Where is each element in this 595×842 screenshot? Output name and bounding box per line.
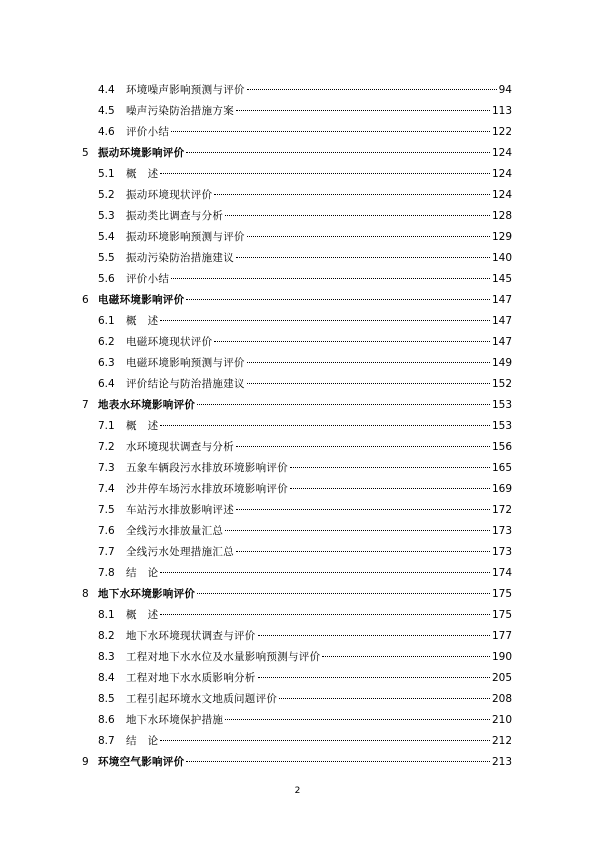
- toc-entry-page: 147: [491, 315, 512, 327]
- toc-entry-title: 噪声污染防治措施方案: [126, 105, 234, 117]
- toc-dot-leader: [290, 467, 490, 468]
- toc-entry-title: 工程对地下水水质影响分析: [126, 672, 256, 684]
- toc-entry: [126, 689, 512, 710]
- toc-entry: [126, 248, 512, 269]
- toc-entry: [98, 395, 512, 416]
- toc-entry-number: 5: [82, 147, 89, 159]
- toc-chapter-row[interactable]: [0, 143, 595, 164]
- toc-section-row[interactable]: [0, 122, 595, 143]
- toc-entry: [126, 332, 512, 353]
- toc-entry-page: 172: [491, 504, 512, 516]
- toc-entry-title: 结 论: [126, 735, 159, 747]
- toc-entry-page: 210: [491, 714, 512, 726]
- toc-dot-leader: [186, 761, 490, 762]
- toc-chapter-row[interactable]: [0, 584, 595, 605]
- toc-entry-number: 8.7: [98, 735, 115, 747]
- toc-dot-leader: [160, 320, 490, 321]
- toc-entry-title: 车站污水排放影响评述: [126, 504, 234, 516]
- toc-section-row[interactable]: [0, 80, 595, 101]
- toc-entry: [126, 731, 512, 752]
- toc-section-row[interactable]: [0, 164, 595, 185]
- toc-entry: [126, 416, 512, 437]
- toc-entry-number: 7.8: [98, 567, 115, 579]
- toc-entry-title: 地下水环境保护措施: [126, 714, 224, 726]
- toc-entry-page: 94: [498, 84, 512, 96]
- toc-entry-page: 190: [491, 651, 512, 663]
- toc-dot-leader: [236, 446, 490, 447]
- toc-entry: [126, 269, 512, 290]
- toc-entry-number: 5.6: [98, 273, 115, 285]
- toc-entry-number: 4.6: [98, 126, 115, 138]
- toc-entry-page: 147: [491, 294, 512, 306]
- toc-entry: [126, 479, 512, 500]
- toc-section-row[interactable]: [0, 500, 595, 521]
- toc-section-row[interactable]: [0, 563, 595, 584]
- toc-entry-number: 8.1: [98, 609, 115, 621]
- toc-entry-page: 149: [491, 357, 512, 369]
- toc-entry-number: 6: [82, 294, 89, 306]
- toc-entry: [98, 290, 512, 311]
- toc-entry-number: 6.2: [98, 336, 115, 348]
- toc-section-row[interactable]: [0, 458, 595, 479]
- toc-entry-page: 173: [491, 546, 512, 558]
- toc-entry-number: 4.5: [98, 105, 115, 117]
- toc-dot-leader: [160, 425, 490, 426]
- toc-section-row[interactable]: [0, 185, 595, 206]
- toc-section-row[interactable]: [0, 689, 595, 710]
- toc-entry-title: 五象车辆段污水排放环境影响评价: [126, 462, 288, 474]
- toc-entry-page: 140: [491, 252, 512, 264]
- toc-section-row[interactable]: [0, 416, 595, 437]
- toc-entry: [126, 668, 512, 689]
- toc-entry: [98, 584, 512, 605]
- table-of-contents: [0, 80, 595, 773]
- page-number: 2: [294, 786, 301, 796]
- toc-entry-number: 8.3: [98, 651, 115, 663]
- toc-section-row[interactable]: [0, 521, 595, 542]
- toc-entry-page: 213: [491, 756, 512, 768]
- toc-section-row[interactable]: [0, 647, 595, 668]
- toc-dot-leader: [279, 698, 490, 699]
- toc-entry: [98, 752, 512, 773]
- toc-entry-page: 128: [491, 210, 512, 222]
- toc-entry-title: 电磁环境影响预测与评价: [126, 357, 245, 369]
- toc-dot-leader: [236, 551, 490, 552]
- toc-dot-leader: [247, 362, 490, 363]
- toc-entry-number: 6.1: [98, 315, 115, 327]
- toc-entry-page: 113: [491, 105, 512, 117]
- toc-dot-leader: [258, 677, 490, 678]
- toc-entry-page: 124: [491, 168, 512, 180]
- toc-entry: [126, 206, 512, 227]
- toc-chapter-row[interactable]: [0, 752, 595, 773]
- toc-dot-leader: [214, 341, 490, 342]
- toc-entry: [126, 353, 512, 374]
- toc-dot-leader: [160, 173, 490, 174]
- toc-dot-leader: [247, 383, 490, 384]
- toc-dot-leader: [322, 656, 490, 657]
- toc-entry: [126, 185, 512, 206]
- toc-entry-title: 水环境现状调查与分析: [126, 441, 234, 453]
- toc-entry-page: 152: [491, 378, 512, 390]
- toc-entry-number: 8.2: [98, 630, 115, 642]
- toc-entry-title: 概 述: [126, 168, 159, 180]
- toc-dot-leader: [186, 152, 490, 153]
- toc-dot-leader: [160, 740, 490, 741]
- toc-entry-number: 5.1: [98, 168, 115, 180]
- toc-entry-number: 8.6: [98, 714, 115, 726]
- toc-entry-number: 5.2: [98, 189, 115, 201]
- toc-dot-leader: [186, 299, 490, 300]
- toc-entry: [126, 500, 512, 521]
- toc-entry-page: 145: [491, 273, 512, 285]
- toc-dot-leader: [197, 593, 490, 594]
- toc-dot-leader: [160, 572, 490, 573]
- toc-entry-number: 5.5: [98, 252, 115, 264]
- toc-section-row[interactable]: [0, 269, 595, 290]
- toc-chapter-row[interactable]: [0, 395, 595, 416]
- toc-entry-page: 205: [491, 672, 512, 684]
- toc-entry-title: 全线污水处理措施汇总: [126, 546, 234, 558]
- toc-section-row[interactable]: [0, 605, 595, 626]
- toc-dot-leader: [225, 215, 490, 216]
- toc-dot-leader: [225, 719, 490, 720]
- toc-entry-title: 工程对地下水水位及水量影响预测与评价: [126, 651, 321, 663]
- toc-section-row[interactable]: [0, 479, 595, 500]
- toc-entry: [126, 563, 512, 584]
- toc-entry-number: 6.3: [98, 357, 115, 369]
- toc-dot-leader: [160, 614, 490, 615]
- toc-entry-title: 地下水环境现状调查与评价: [126, 630, 256, 642]
- toc-dot-leader: [197, 404, 490, 405]
- toc-entry-page: 122: [491, 126, 512, 138]
- toc-entry-title: 振动类比调查与分析: [126, 210, 224, 222]
- toc-section-row[interactable]: [0, 542, 595, 563]
- toc-entry-page: 173: [491, 525, 512, 537]
- toc-dot-leader: [236, 509, 490, 510]
- toc-entry-page: 208: [491, 693, 512, 705]
- toc-section-row[interactable]: [0, 731, 595, 752]
- toc-dot-leader: [171, 131, 490, 132]
- toc-section-row[interactable]: [0, 206, 595, 227]
- toc-entry-title: 振动环境影响预测与评价: [126, 231, 245, 243]
- toc-entry-title: 概 述: [126, 315, 159, 327]
- toc-entry-title: 振动环境影响评价: [98, 147, 185, 159]
- toc-entry-number: 7.2: [98, 441, 115, 453]
- toc-entry-number: 7.3: [98, 462, 115, 474]
- toc-entry: [126, 80, 512, 101]
- toc-section-row[interactable]: [0, 668, 595, 689]
- toc-section-row[interactable]: [0, 353, 595, 374]
- toc-entry-page: 147: [491, 336, 512, 348]
- toc-entry-number: 5.4: [98, 231, 115, 243]
- toc-entry: [126, 626, 512, 647]
- toc-entry-page: 174: [491, 567, 512, 579]
- toc-entry-page: 175: [491, 588, 512, 600]
- toc-section-row[interactable]: [0, 311, 595, 332]
- toc-dot-leader: [247, 236, 490, 237]
- toc-entry-number: 5.3: [98, 210, 115, 222]
- toc-entry-page: 124: [491, 147, 512, 159]
- toc-entry-title: 评价小结: [126, 126, 170, 138]
- toc-entry-number: 7.7: [98, 546, 115, 558]
- toc-entry-number: 8.4: [98, 672, 115, 684]
- toc-entry-page: 156: [491, 441, 512, 453]
- toc-dot-leader: [290, 488, 490, 489]
- toc-entry: [126, 605, 512, 626]
- toc-entry: [126, 101, 512, 122]
- toc-entry-title: 沙井停车场污水排放环境影响评价: [126, 483, 288, 495]
- toc-entry-title: 评价小结: [126, 273, 170, 285]
- toc-entry: [126, 647, 512, 668]
- toc-dot-leader: [214, 194, 490, 195]
- toc-entry-title: 地表水环境影响评价: [98, 399, 196, 411]
- toc-entry: [126, 542, 512, 563]
- toc-entry: [126, 521, 512, 542]
- toc-entry-page: 153: [491, 399, 512, 411]
- toc-entry-number: 7.5: [98, 504, 115, 516]
- toc-entry-number: 7.1: [98, 420, 115, 432]
- toc-entry-page: 169: [491, 483, 512, 495]
- toc-entry-number: 8: [82, 588, 89, 600]
- toc-dot-leader: [236, 257, 490, 258]
- toc-entry-page: 129: [491, 231, 512, 243]
- toc-entry: [126, 164, 512, 185]
- toc-entry-number: 8.5: [98, 693, 115, 705]
- toc-entry: [126, 437, 512, 458]
- toc-section-row[interactable]: [0, 101, 595, 122]
- toc-entry-page: 177: [491, 630, 512, 642]
- toc-entry-number: 7: [82, 399, 89, 411]
- toc-entry: [126, 122, 512, 143]
- toc-dot-leader: [258, 635, 490, 636]
- toc-entry-number: 4.4: [98, 84, 115, 96]
- toc-entry-title: 环境空气影响评价: [98, 756, 185, 768]
- toc-dot-leader: [247, 89, 497, 90]
- toc-section-row[interactable]: [0, 437, 595, 458]
- toc-entry-title: 电磁环境影响评价: [98, 294, 185, 306]
- toc-entry-title: 电磁环境现状评价: [126, 336, 213, 348]
- toc-entry-title: 概 述: [126, 420, 159, 432]
- toc-entry-number: 7.4: [98, 483, 115, 495]
- toc-entry-title: 全线污水排放量汇总: [126, 525, 224, 537]
- toc-dot-leader: [236, 110, 490, 111]
- toc-entry-title: 振动环境现状评价: [126, 189, 213, 201]
- toc-dot-leader: [225, 530, 490, 531]
- toc-entry: [126, 458, 512, 479]
- toc-section-row[interactable]: [0, 710, 595, 731]
- toc-entry-title: 结 论: [126, 567, 159, 579]
- toc-entry-title: 振动污染防治措施建议: [126, 252, 234, 264]
- toc-dot-leader: [171, 278, 490, 279]
- toc-entry: [126, 311, 512, 332]
- toc-entry-number: 7.6: [98, 525, 115, 537]
- toc-section-row[interactable]: [0, 332, 595, 353]
- toc-entry-page: 124: [491, 189, 512, 201]
- toc-chapter-row[interactable]: [0, 290, 595, 311]
- toc-entry: [126, 374, 512, 395]
- toc-entry-title: 地下水环境影响评价: [98, 588, 196, 600]
- toc-section-row[interactable]: [0, 626, 595, 647]
- toc-entry: [126, 710, 512, 731]
- toc-section-row[interactable]: [0, 227, 595, 248]
- toc-entry-title: 工程引起环境水文地质问题评价: [126, 693, 278, 705]
- toc-entry-page: 175: [491, 609, 512, 621]
- toc-section-row[interactable]: [0, 248, 595, 269]
- toc-entry-number: 6.4: [98, 378, 115, 390]
- toc-entry-title: 环境噪声影响预测与评价: [126, 84, 245, 96]
- toc-entry-page: 165: [491, 462, 512, 474]
- toc-entry-title: 概 述: [126, 609, 159, 621]
- toc-entry-number: 9: [82, 756, 89, 768]
- toc-entry-page: 212: [491, 735, 512, 747]
- toc-entry-title: 评价结论与防治措施建议: [126, 378, 245, 390]
- toc-section-row[interactable]: [0, 374, 595, 395]
- toc-entry: [98, 143, 512, 164]
- toc-entry-page: 153: [491, 420, 512, 432]
- toc-entry: [126, 227, 512, 248]
